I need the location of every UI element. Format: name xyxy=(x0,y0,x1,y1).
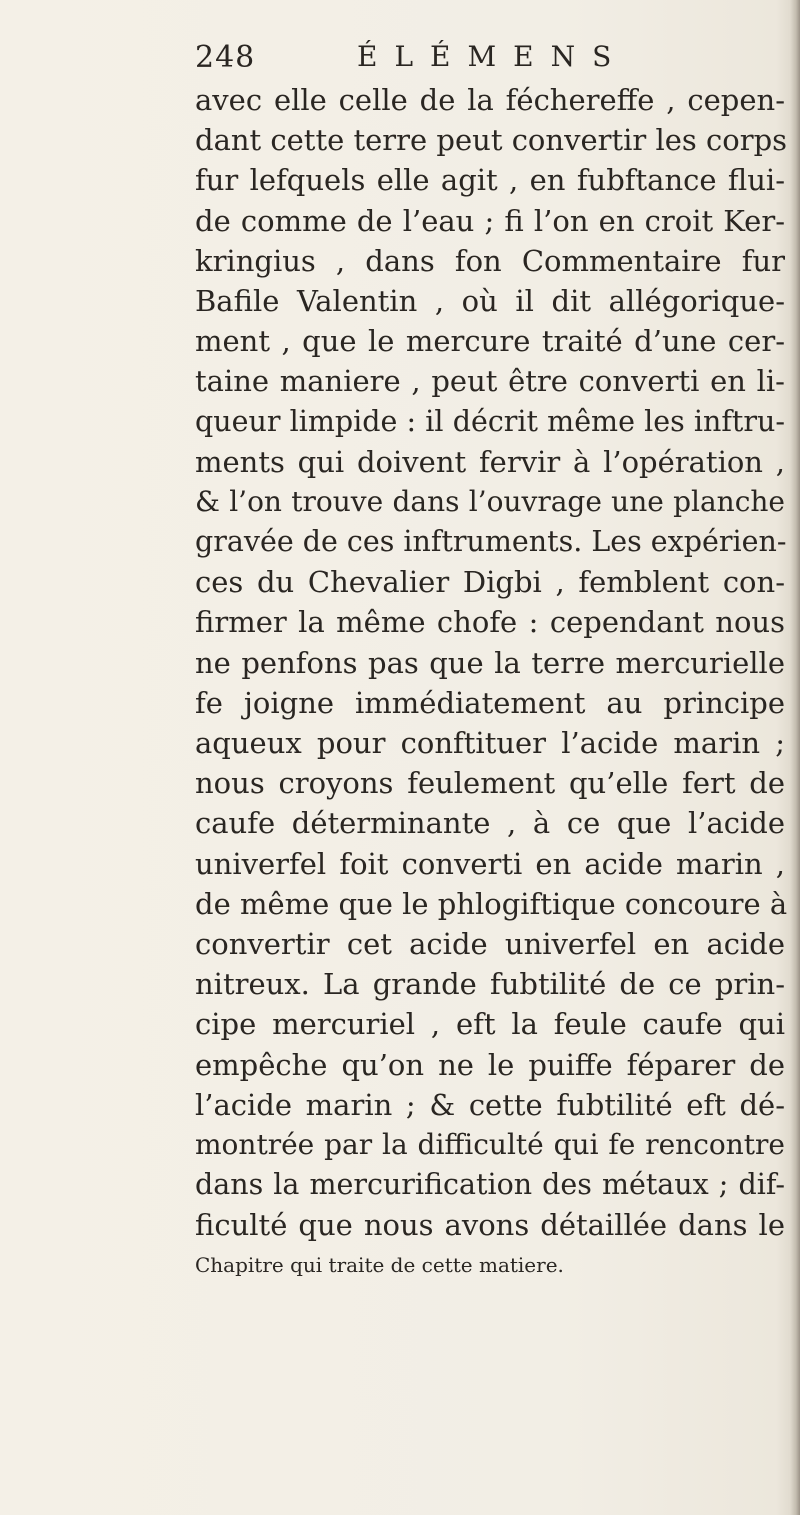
page-header xyxy=(195,36,785,80)
text-line: Bafile Valentin , où il dit allégorique- xyxy=(195,283,785,318)
running-title: ÉLÉMENS xyxy=(357,40,629,73)
text-line: & l’on trouve dans l’ouvrage une planche xyxy=(195,484,785,518)
text-line: ne penfons pas que la terre mercurielle xyxy=(195,645,785,680)
text-line: gravée de ces inftruments. Les expérien- xyxy=(195,525,787,559)
text-line: dans la mercurification des métaux ; dif- xyxy=(195,1168,785,1202)
text-line: de comme de l’eau ; fi l’on en croit Ker- xyxy=(195,203,785,238)
text-line: fe joigne immédiatement au principe xyxy=(195,685,785,720)
text-line: ces du Chevalier Digbi , femblent con- xyxy=(195,565,785,600)
text-line: fur lefquels elle agit , en fubftance flui- xyxy=(195,163,785,198)
body-text xyxy=(195,80,795,1286)
text-line: firmer la même chofe : cependant nous xyxy=(195,605,785,640)
text-line: aqueux pour conftituer l’acide marin ; xyxy=(195,726,785,760)
text-line: queur limpide : il décrit même les inftru- xyxy=(195,404,785,438)
text-line: convertir cet acide univerfel en acide xyxy=(195,926,785,961)
text-line: ment , que le mercure traité d’une cer- xyxy=(195,324,785,359)
text-line: taine maniere , peut être converti en li- xyxy=(195,364,785,399)
text-line: nitreux. La grande fubtilité de ce prin- xyxy=(195,967,785,1002)
text-line: l’acide marin ; & cette fubtilité eft dé- xyxy=(195,1087,785,1122)
text-line: Chapitre qui traite de cette matiere. xyxy=(195,1253,564,1278)
text-line: cipe mercuriel , eft la feule caufe qui xyxy=(195,1007,785,1042)
text-line: avec elle celle de la féchereffe , cepen- xyxy=(195,83,785,117)
text-line: montrée par la difficulté qui fe rencontre xyxy=(195,1127,785,1161)
text-line: ficulté que nous avons détaillée dans le xyxy=(195,1208,785,1243)
text-line: empêche qu’on ne le puiffe féparer de xyxy=(195,1047,785,1082)
text-line: kringius , dans fon Commentaire fur xyxy=(195,243,785,278)
text-line: caufe déterminante , à ce que l’acide xyxy=(195,806,785,841)
text-line: univerfel foit converti en acide marin , xyxy=(195,846,785,881)
text-line: de même que le phlogiftique concoure à xyxy=(195,886,788,921)
text-line: nous croyons feulement qu’elle fert de xyxy=(195,766,785,801)
text-line: dant cette terre peut convertir les corps xyxy=(195,123,788,158)
page-number: 248 xyxy=(195,40,256,75)
text-line: ments qui doivent fervir à l’opération , xyxy=(195,444,785,479)
